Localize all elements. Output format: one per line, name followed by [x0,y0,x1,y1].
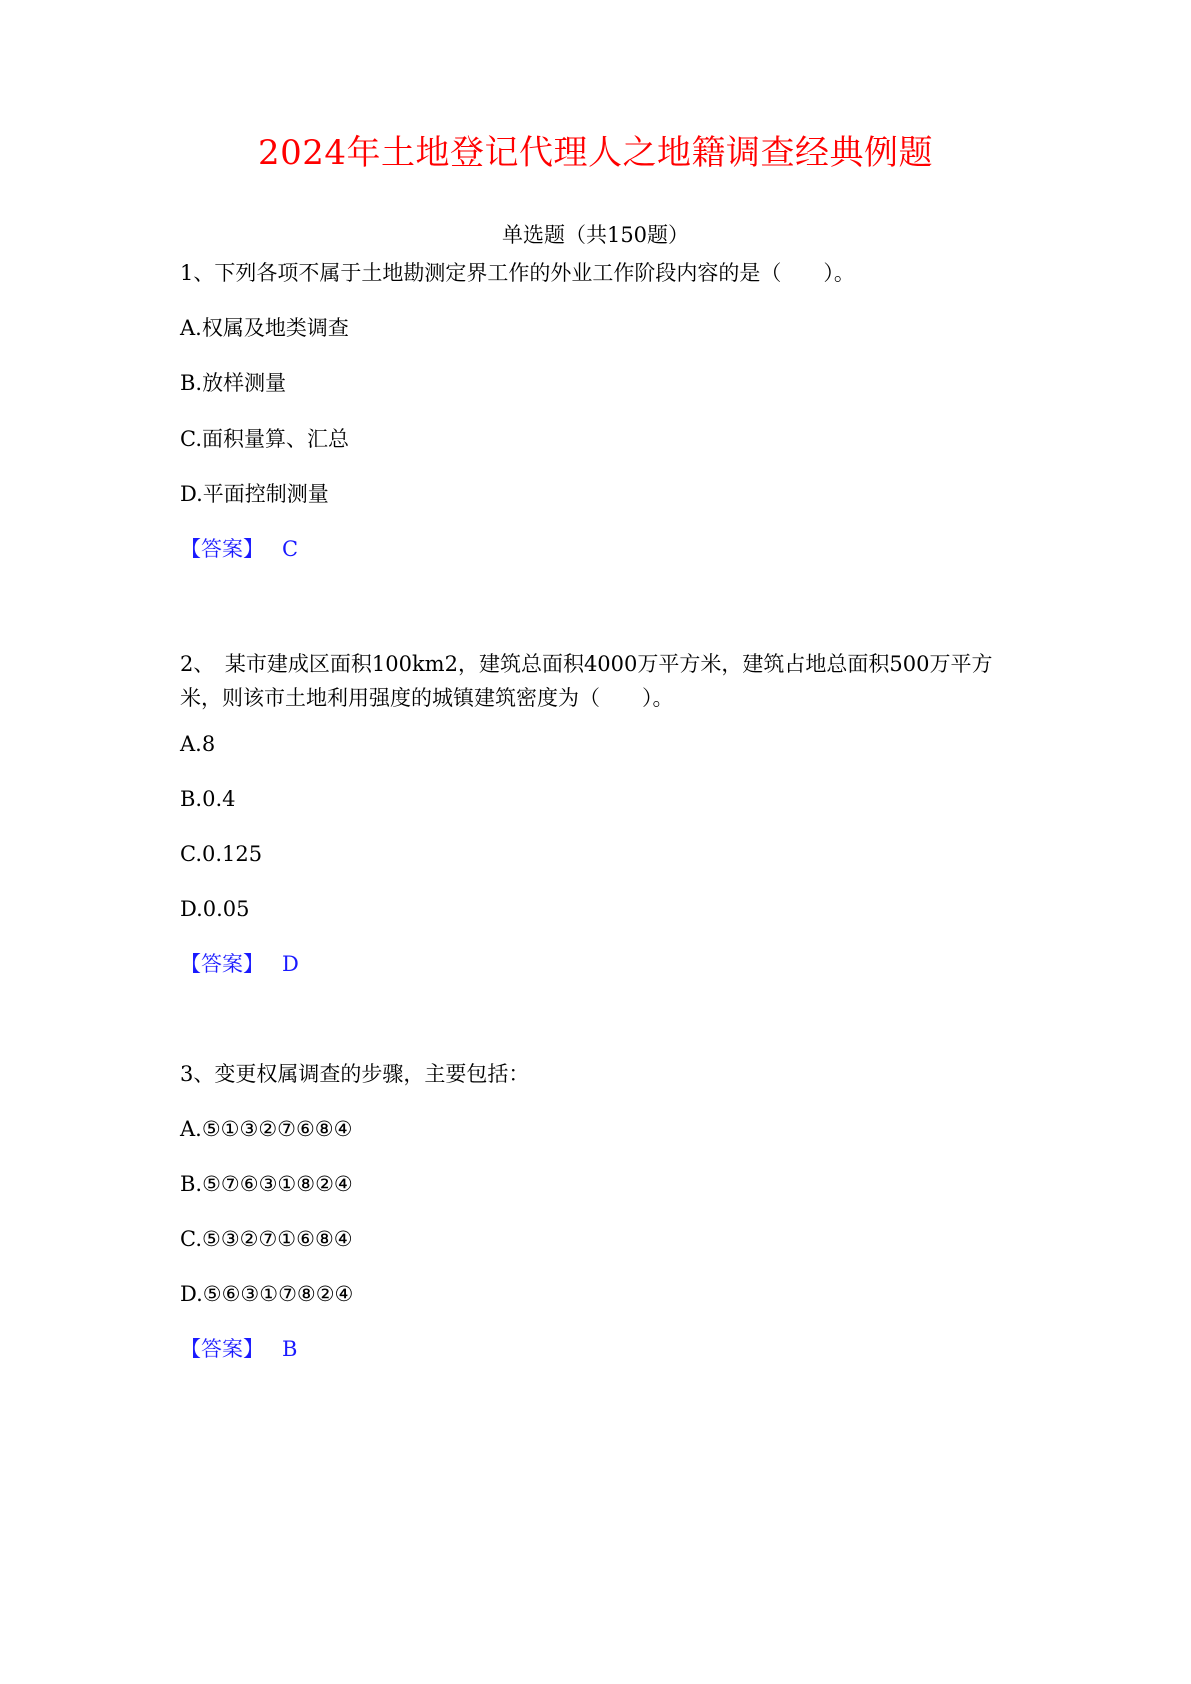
answer-label: 【答案】 [180,952,264,976]
answer-line [180,1334,297,1364]
document-title: 2024年土地登记代理人之地籍调查经典例题 [257,133,934,173]
option-b: B.0.4 [180,787,236,811]
option-a: A.权属及地类调查 [180,316,349,340]
option-a: A.⑤①③②⑦⑥⑧④ [180,1117,353,1141]
answer-value: B [282,1337,298,1361]
option-b: B.放样测量 [180,371,287,395]
answer-label: 【答案】 [180,537,264,561]
answer-line [180,534,298,564]
answer-value: D [282,952,299,976]
option-d: D.0.05 [180,897,250,921]
option-a: A.8 [180,732,216,756]
question-stem: 1、下列各项不属于土地勘测定界工作的外业工作阶段内容的是（ ）。 [180,261,855,285]
question-stem: 3、变更权属调查的步骤，主要包括： [180,1062,530,1086]
option-b: B.⑤⑦⑥③①⑧②④ [180,1172,353,1196]
option-d: D.平面控制测量 [180,482,329,506]
option-d: D.⑤⑥③①⑦⑧②④ [180,1282,354,1306]
question-stem: 2、 某市建成区面积100km2，建筑总面积4000万平方米，建筑占地总面积500万平方米，则该市土地利用强度的城镇建筑密度为（ ）。 [180,652,993,710]
answer-label: 【答案】 [180,1337,264,1361]
answer-value: C [282,537,299,561]
option-c: C.面积量算、汇总 [180,427,349,451]
section-header: 单选题（共150题） [501,223,690,247]
option-c: C.⑤③②⑦①⑥⑧④ [180,1227,353,1251]
answer-line [180,949,299,979]
option-c: C.0.125 [180,842,263,866]
